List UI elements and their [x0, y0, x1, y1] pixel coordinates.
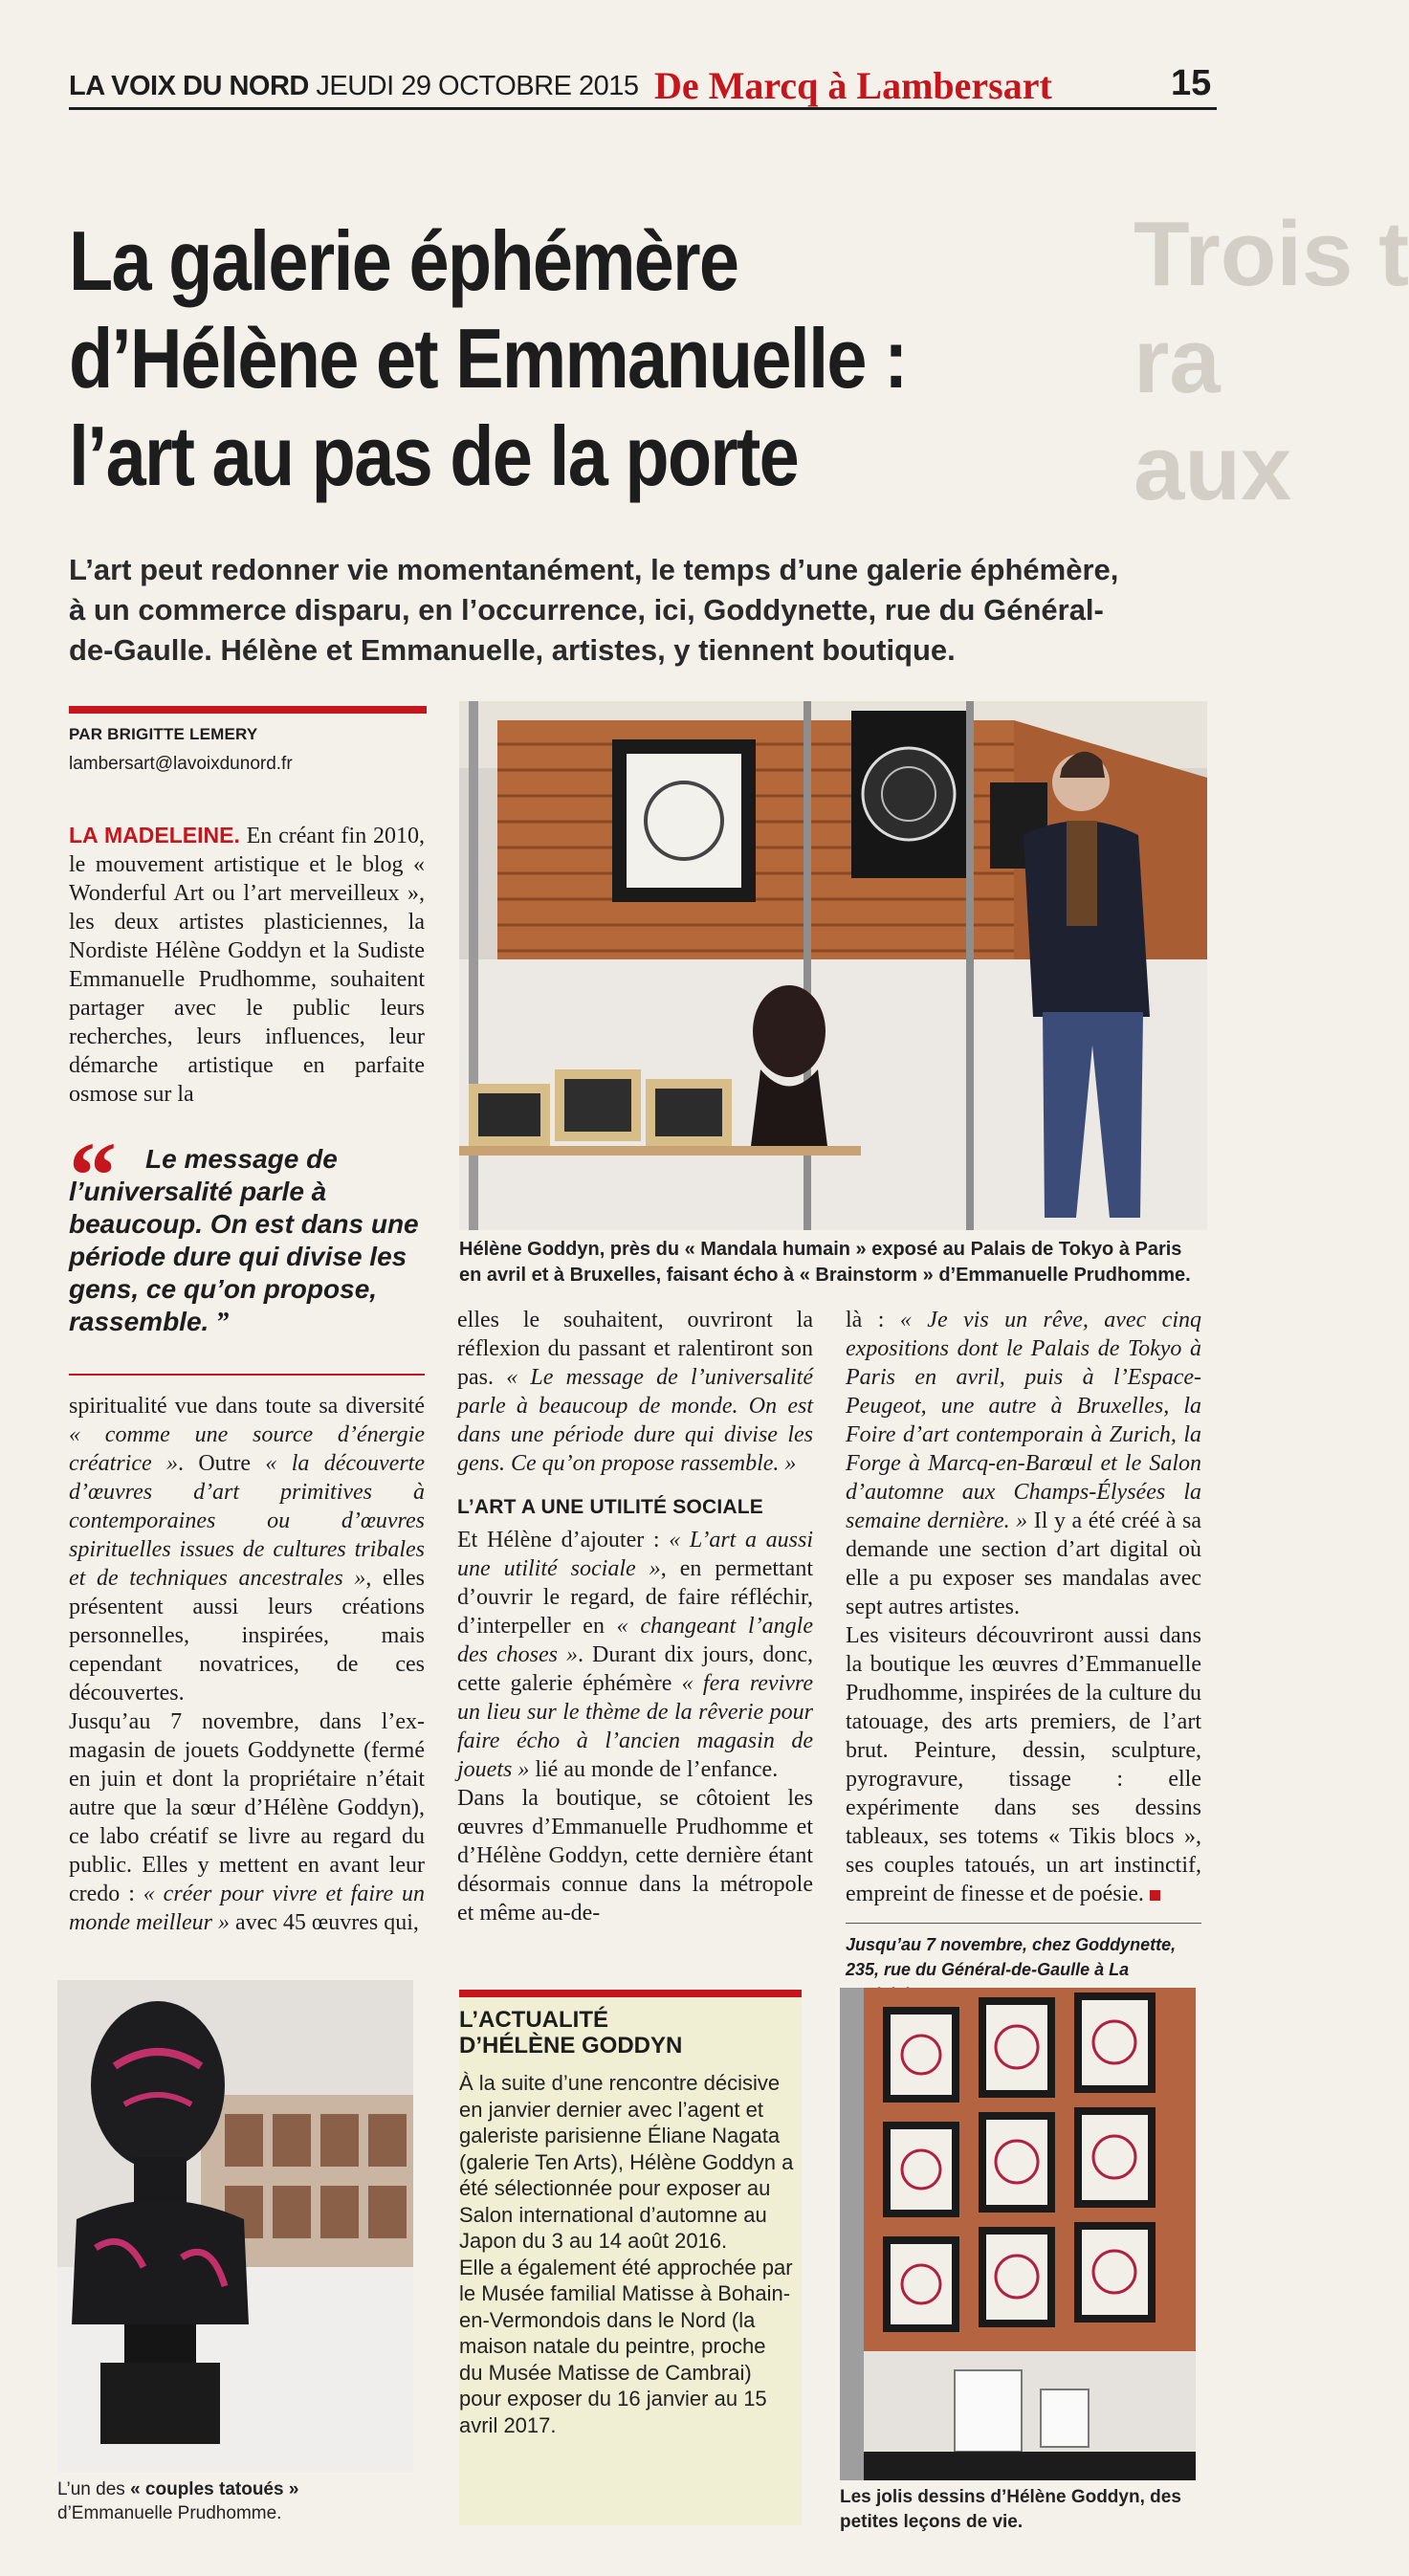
sidebar-box	[459, 1990, 802, 2525]
body-column-3	[846, 1306, 1201, 1908]
paragraph: À la suite d’une rencontre décisive en janvier dernier avec l’agent et galeriste parisienne Éliane Nagata (galerie Ten Arts), Hélène Goddyn a été sélectionnée pour exposer au Salon international d’automne au Japon du 3 au 14 août 2016.	[459, 2071, 794, 2253]
ghost-line: aux	[1134, 417, 1292, 519]
text-run: avec 45 œuvres qui,	[229, 1910, 419, 1935]
quote-run: « comme une source d’énergie créatrice »	[69, 1422, 425, 1476]
text-run: Jusqu’au 7 novembre, dans l’ex-magasin de jouets Goddynette (fermé en juin et dont la propriétaire n’était autre que la sœur d’Hélène Goddyn), ce labo créatif se livre au regard du public. Elles y mettent en avant leur credo :	[69, 1709, 425, 1906]
quote-mark-icon: “	[69, 1122, 117, 1228]
text-run: elles le souhaitent, ouvriront la réflexion du passant et ralentiront son pas.	[457, 1308, 813, 1390]
caption-run: L’un des	[57, 2479, 131, 2499]
author-email[interactable]: lambersart@lavoixdunord.fr	[69, 754, 293, 774]
sidebar-rule	[459, 1990, 802, 1997]
text-run: là :	[846, 1308, 900, 1332]
dateline: LA MADELEINE.	[69, 823, 240, 848]
byline	[69, 725, 432, 775]
sidebar-text	[459, 2070, 794, 2438]
paragraph: Dans la boutique, se côtoient les œuvres d’Emmanuelle Prudhomme et d’Hélène Goddyn, cette dernière étant désormais connue dans la métropole et même au-de-	[457, 1786, 813, 1926]
photo-tattooed-bust	[57, 1980, 413, 2473]
newspaper-name	[69, 71, 639, 102]
body-column-1-bottom	[69, 1392, 425, 1937]
ghost-line: ra	[1134, 310, 1221, 412]
quote-run: « la découverte d’œuvres d’art primitives à contemporaines ou d’œuvres spirituelles issues de cultures tribales et de techniques ancestrales »	[69, 1451, 425, 1591]
text-run: . Durant dix jours, donc, cette galerie éphémère	[457, 1642, 813, 1696]
issue-date: JEUDI 29 OCTOBRE 2015	[316, 71, 639, 101]
end-square-icon	[1150, 1890, 1160, 1901]
quote-run: « L’art a aussi une utilité sociale »	[457, 1528, 813, 1581]
quote-run: « fera revivre un lieu sur le thème de la rêverie pour faire écho à l’ancien magasin de jouets »	[457, 1671, 813, 1782]
headline-line: l’art au pas de la porte	[69, 408, 799, 503]
photo-illustration	[840, 1988, 1196, 2480]
paragraph	[457, 1306, 813, 1478]
text-run: , elles présentent aussi leurs créations personnelles, inspirées, mais cependant novatrices, de ces découvertes.	[69, 1566, 426, 1706]
body-column-2	[457, 1306, 813, 1927]
quote-run: « créer pour vivre et faire un monde meilleur »	[69, 1882, 426, 1935]
body-column-1-top	[69, 821, 425, 1109]
paragraph	[69, 821, 425, 1109]
text-run: Les visiteurs découvriront aussi dans la boutique les œuvres d’Emmanuelle Prudhomme, inspirées de la culture du tatouage, des arts premiers, de l’art brut. Peinture, dessin, sculpture, pyrogravure, tissage : elle expérimente dans ses dessins tableaux, ses totems « Tikis blocs », ses couples tatoués, un art instinctif, empreint de finesse et de poésie.	[846, 1623, 1201, 1906]
pull-quote-rule	[69, 1374, 425, 1376]
paper-title: LA VOIX DU NORD	[69, 71, 309, 101]
text-run: , en permettant d’ouvrir le regard, de faire réfléchir, d’interpeller en	[457, 1556, 813, 1639]
sidebar-title	[459, 2007, 784, 2059]
headline-line: La galerie éphémère	[69, 213, 738, 308]
quote-close-icon: ”	[209, 1308, 230, 1337]
text-run: Et Hélène d’ajouter :	[457, 1528, 670, 1552]
paragraph	[846, 1306, 1201, 1621]
photo-drawings-wall	[840, 1988, 1196, 2480]
caption-run: « couples tatoués »	[130, 2479, 299, 2499]
caption-run: d’Emmanuelle Prudhomme.	[57, 2503, 282, 2523]
text-run: . Outre	[177, 1451, 266, 1476]
pull-quote	[69, 1122, 425, 1339]
sidebar-title-line: L’ACTUALITÉ	[459, 2007, 608, 2033]
author: PAR BRIGITTE LEMERY	[69, 725, 258, 743]
paragraph	[846, 1621, 1201, 1908]
section-title: De Marcq à Lambersart	[654, 64, 1052, 107]
paragraph: Elle a également été approchée par le Musée familial Matisse à Bohain-en-Vermondois dans le Nord (la maison natale du peintre, proche du Musée Matisse de Cambrai) pour exposer du 16 janvier au 15 avril 2017.	[459, 2255, 793, 2437]
masthead	[69, 59, 1217, 126]
text-run: lié au monde de l’enfance.	[529, 1757, 779, 1782]
photo-caption: Hélène Goddyn, près du « Mandala humain » exposé au Palais de Tokyo à Paris en avril et à Bruxelles, faisant écho à « Brainstorm » d’Emmanuelle Prudhomme.	[459, 1239, 1191, 1286]
page-number: 15	[1171, 63, 1212, 103]
photo-illustration	[57, 1980, 413, 2473]
masthead-rule	[69, 107, 1217, 110]
headline	[69, 212, 990, 505]
ghost-line: Trois t	[1134, 203, 1409, 305]
byline-rule	[69, 706, 427, 714]
pull-quote-content: Le message de l’universalité parle à beaucoup. On est dans une période dure qui divise les gens, ce qu’on propose, rassemble.	[69, 1144, 419, 1336]
paragraph-text: En créant fin 2010, le mouvement artistique et le blog « Wonderful Art ou l’art merveilleux », les deux artistes plasticiennes, la Nordiste Hélène Goddyn et la Sudiste Emmanuelle Prudhomme, souhaitent partager avec le public leurs recherches, leurs influences, leur démarche artistique en parfaite osmose sur la	[69, 824, 425, 1107]
quote-run: « Je vis un rêve, avec cinq expositions dont le Palais de Tokyo à Paris en avril, puis à l’Espace-Peugeot, une autre à Bruxelles, la Foire d’art contemporain à Zurich, la Forge à Marcq-en-Barœul et le Salon d’automne aux Champs-Élysées la semaine dernière. »	[846, 1308, 1201, 1533]
text-run: Il y a été créé à sa demande une section d’art digital où elle a pu exposer ses mandalas avec sept autres artistes.	[846, 1508, 1201, 1619]
headline-line: d’Hélène et Emmanuelle :	[69, 311, 907, 406]
sidebar-title-line: D’HÉLÈNE GODDYN	[459, 2033, 683, 2059]
paragraph	[69, 1707, 425, 1937]
subheading: L’ART A UNE UTILITÉ SOCIALE	[457, 1496, 764, 1518]
practical-info: Jusqu’au 7 novembre, chez Goddynette, 235, rue du Général-de-Gaulle à La	[846, 1935, 1177, 1979]
quote-run: « changeant l’angle des choses »	[457, 1614, 813, 1667]
info-rule	[846, 1923, 1201, 1924]
pull-quote-text	[69, 1143, 425, 1339]
standfirst: L’art peut redonner vie momentanément, le temps d’une galerie éphémère, à un commerce disparu, en l’occurrence, ici, Goddynette, rue du Général-de-Gaulle. Hélène et Emmanuelle, artistes, y tiennent boutique.	[69, 553, 1119, 667]
photo-caption: Les jolis dessins d’Hélène Goddyn, des petites leçons de vie.	[840, 2487, 1181, 2532]
photo-illustration	[459, 701, 1207, 1230]
photo-caption	[57, 2477, 413, 2525]
quote-run: « Le message de l’universalité parle à beaucoup de monde. On est dans une période dure qui divise les gens. Ce qu’on propose rassemble. »	[457, 1365, 814, 1476]
text-run: spiritualité vue dans toute sa diversité	[69, 1394, 425, 1419]
paragraph	[457, 1526, 813, 1784]
paragraph	[69, 1392, 425, 1707]
photo-gallery-interior	[459, 701, 1207, 1230]
